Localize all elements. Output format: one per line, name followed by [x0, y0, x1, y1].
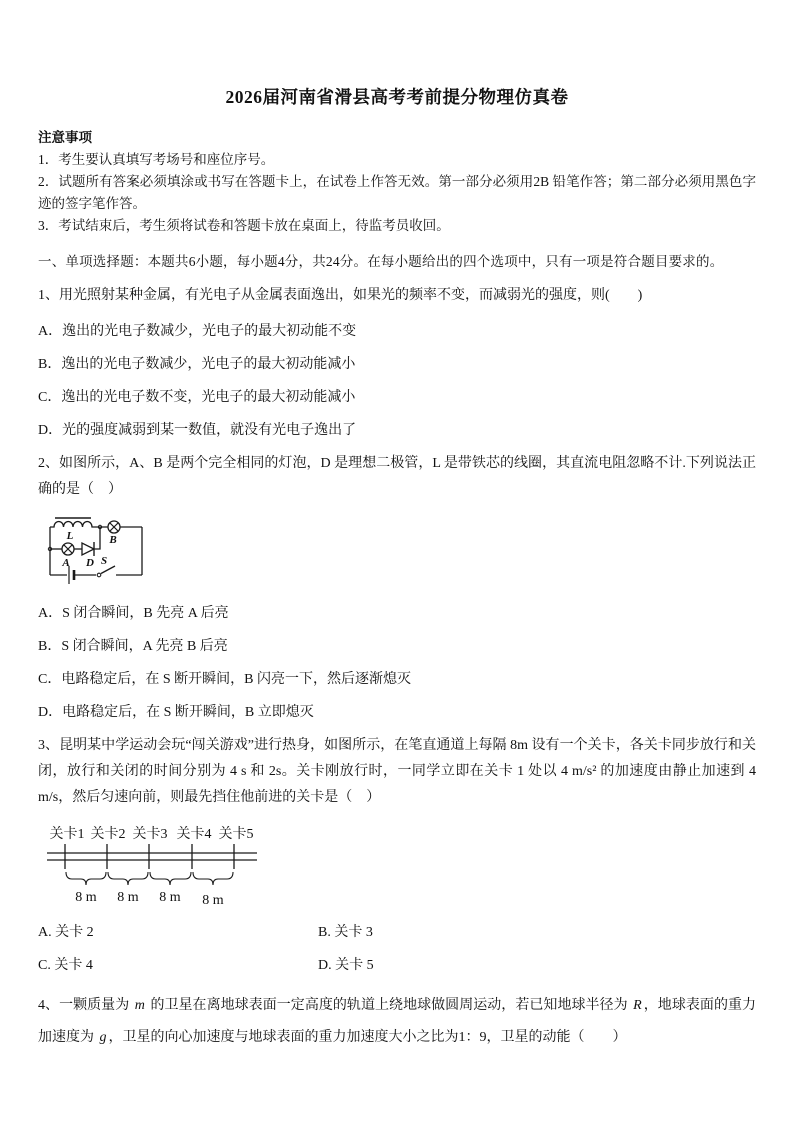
brace	[108, 872, 148, 885]
question-2-stem: 2、如图所示，A、B 是两个完全相同的灯泡，D 是理想二极管，L 是带铁芯的线圈，其直流电阻忽略不计.下列说法正确的是（ ）	[38, 456, 756, 497]
question-1-stem: 1、用光照射某种金属，有光电子从金属表面逸出，如果光的频率不变，而减弱光的强度，则( )	[38, 288, 643, 303]
question-3-option-d: D. 关卡 5	[318, 958, 374, 973]
brace	[193, 872, 233, 885]
question-3	[38, 733, 756, 976]
gate-label-2: 关卡2	[90, 827, 126, 842]
stem-text: ，卫星的向心加速度与地球表面的重力加速度大小之比为1：9，卫星的动能（ ）	[108, 1030, 627, 1045]
diode-label: D	[86, 557, 94, 569]
switch-icon	[101, 566, 115, 574]
var-m: m	[134, 998, 145, 1013]
question-1-option-d: D．光的强度减弱到某一数值，就没有光电子逸出了	[38, 423, 357, 438]
brace	[66, 872, 106, 885]
gate-label-3: 关卡3	[132, 827, 168, 842]
question-1	[38, 283, 756, 441]
question-3-option-b: B. 关卡 3	[318, 925, 373, 940]
switch-label: S	[100, 555, 108, 567]
diode-icon	[82, 543, 94, 555]
question-1-option-b: B．逸出的光电子数减少，光电子的最大初动能减小	[38, 357, 356, 372]
question-3-stem: 3、昆明某中学运动会玩“闯关游戏”进行热身，如图所示，在笔直通道上每隔 8m 设有一个关卡，各关卡同步放行和关闭，放行和关闭的时间分别为 4 s 和 2s。关卡刚放行时，一同学立即在关卡 1 处以 4 m/s² 的加速度由静止加速到 4 m/s，然后匀速向前，则最先挡住他前进的关卡是（ ）	[38, 738, 756, 805]
question-3-option-a: A. 关卡 2	[38, 925, 94, 940]
gate-label-5: 关卡5	[218, 827, 254, 842]
question-3-options	[38, 923, 756, 976]
notice-item-2: 2．试题所有答案必须填涂或书写在答题卡上，在试卷上作答无效。第一部分必须用2B 铅笔作答；第二部分必须用黑色字迹的签字笔作答。	[38, 174, 756, 211]
brace	[150, 872, 191, 885]
circuit-figure	[42, 511, 172, 591]
gate-label-1: 关卡1	[49, 827, 85, 842]
stem-text: 的卫星在离地球表面一定高度的轨道上绕地球做圆周运动，若已知地球半径为	[146, 998, 632, 1013]
distance-label-2: 8 m	[117, 890, 139, 905]
coil-label: L	[66, 530, 74, 542]
notice-header: 注意事项	[38, 130, 92, 145]
distance-label-1: 8 m	[75, 890, 97, 905]
lamp-a-cross	[64, 545, 72, 553]
gates-figure	[42, 823, 274, 911]
notice-item-1: 1．考生要认真填写考场号和座位序号。	[38, 152, 275, 167]
switch-pivot	[97, 573, 101, 577]
gate-label-4: 关卡4	[176, 827, 212, 842]
var-g: g	[99, 1030, 107, 1045]
question-4	[38, 990, 756, 1054]
notice-item-3: 3．考试结束后，考生须将试卷和答题卡放在桌面上，待监考员收回。	[38, 218, 450, 233]
stem-text: 4、一颗质量为	[38, 998, 133, 1013]
section-heading: 一、单项选择题：本题共6小题，每小题4分，共24分。在每小题给出的四个选项中，只有一项是符合题目要求的。	[38, 254, 724, 269]
question-1-option-a: A．逸出的光电子数减少，光电子的最大初动能不变	[38, 324, 357, 339]
question-4-stem	[38, 990, 756, 1054]
var-R: R	[633, 998, 642, 1013]
page-title: 2026届河南省滑县高考考前提分物理仿真卷	[225, 87, 569, 107]
question-3-option-c: C. 关卡 4	[38, 958, 93, 973]
lamp-b-label: B	[109, 534, 117, 546]
question-2-option-a: A．S 闭合瞬间，B 先亮 A 后亮	[38, 606, 229, 621]
question-2-option-b: B．S 闭合瞬间，A 先亮 B 后亮	[38, 639, 228, 654]
distance-label-4: 8 m	[202, 893, 224, 908]
lamp-b-cross	[110, 523, 118, 531]
question-1-option-c: C．逸出的光电子数不变，光电子的最大初动能减小	[38, 390, 356, 405]
question-2	[38, 451, 756, 723]
inductor-icon	[50, 522, 108, 528]
wire	[94, 527, 100, 549]
lamp-a-label: A	[62, 557, 70, 569]
question-2-option-d: D．电路稳定后，在 S 断开瞬间，B 立即熄灭	[38, 705, 314, 720]
stem-text: ，地球表面的重力加速度为	[38, 998, 757, 1045]
distance-label-3: 8 m	[159, 890, 181, 905]
question-2-option-c: C．电路稳定后，在 S 断开瞬间，B 闪亮一下，然后逐渐熄灭	[38, 672, 411, 687]
notice-section	[38, 127, 756, 237]
